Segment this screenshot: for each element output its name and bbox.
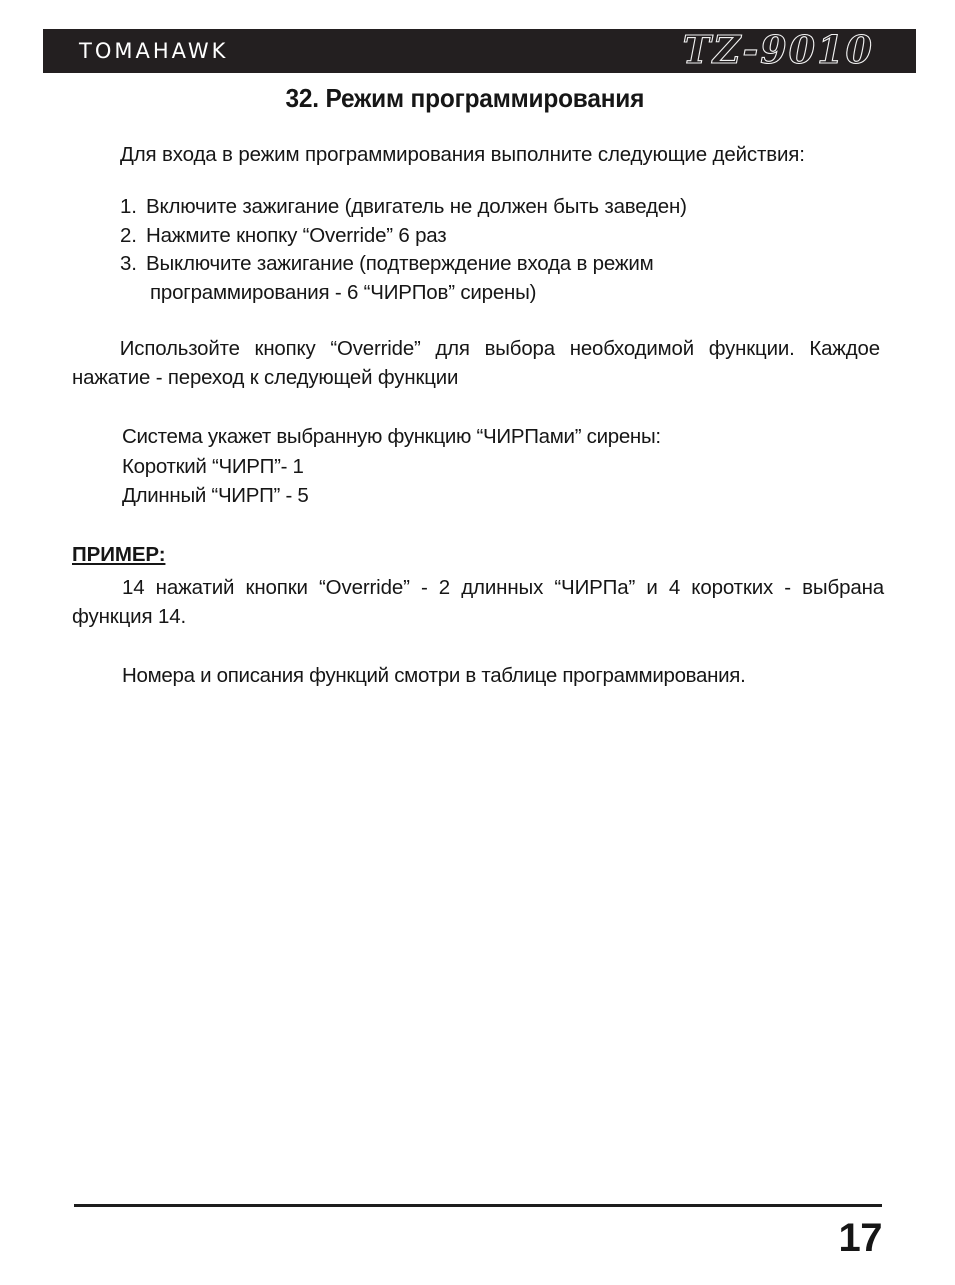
step-text	[146, 250, 884, 307]
brand-logo-tomahawk: TOMAHAWK	[79, 38, 229, 63]
footnote-paragraph: Номера и описания функций смотри в таблице программирования.	[122, 664, 746, 688]
step-text-line2: программирования - 6 “ЧИРПов” сирены)	[150, 281, 537, 305]
section-title: 32. Режим программирования	[285, 83, 645, 113]
chirp-legend	[72, 422, 884, 511]
step-number: 2.	[120, 223, 137, 247]
step-number: 1.	[120, 195, 137, 218]
list-item	[72, 222, 884, 251]
step-text: Включите зажигание (двигатель не должен быть заведен)	[146, 195, 687, 218]
step-text: Нажмите кнопку “Override” 6 раз	[146, 223, 447, 247]
step-number: 3.	[120, 252, 137, 276]
steps-list	[72, 193, 884, 308]
example-paragraph: 14 нажатий кнопки “Override” - 2 длинных “ЧИРПа” и 4 коротких - выбрана функция 14.	[72, 576, 884, 629]
chirp-short-line: Короткий “ЧИРП”- 1	[122, 454, 304, 478]
list-item	[72, 250, 884, 307]
usage-paragraph: Использойте кнопку “Override” для выбора необходимой функции. Каждое нажатие - переход к следующей функции	[72, 336, 880, 389]
page-content	[72, 84, 884, 690]
example-heading: ПРИМЕР:	[72, 543, 166, 567]
model-name-tz9010: TZ-9010	[682, 27, 874, 72]
list-item	[72, 193, 884, 222]
chirp-intro-line: Система укажет выбранную функцию “ЧИРПами” сирены:	[122, 424, 661, 448]
page-number: 17	[838, 1216, 882, 1260]
intro-paragraph: Для входа в режим программирования выполните следующие действия:	[120, 142, 805, 166]
step-text-line1: Выключите зажигание (подтверждение входа в режим	[146, 252, 654, 276]
page-header-bar	[43, 29, 916, 73]
footer-divider	[74, 1204, 882, 1207]
chirp-long-line: Длинный “ЧИРП” - 5	[122, 484, 309, 508]
